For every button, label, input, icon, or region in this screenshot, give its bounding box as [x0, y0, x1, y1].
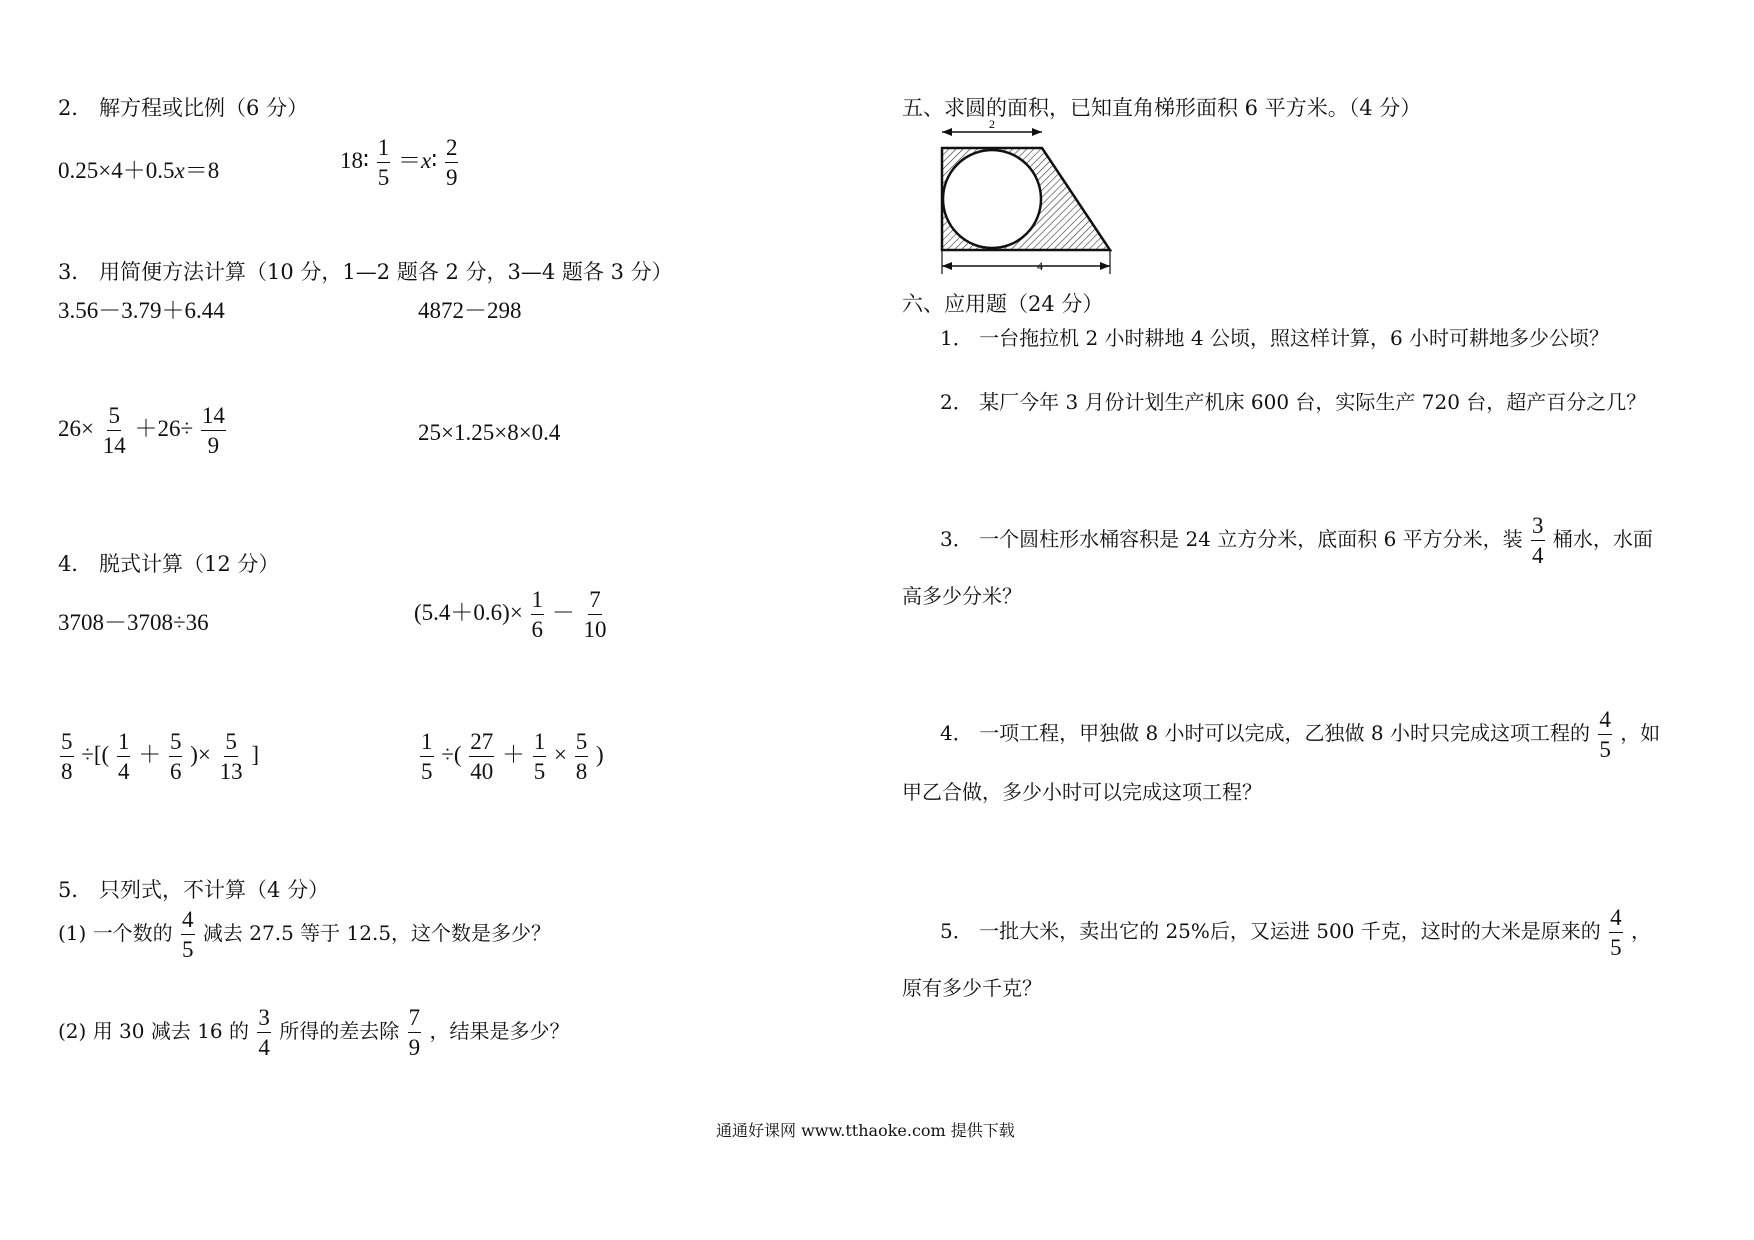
expr-text: ＋: [502, 741, 526, 767]
q3-expr-1: 3.56－3.79＋6.44: [58, 298, 225, 323]
expr-text: ÷(: [441, 741, 462, 767]
r-q6-problem-3-cont: 高多少分米？: [902, 584, 1022, 608]
expr-text: ＋: [138, 741, 162, 767]
q3-expr-4: 25×1.25×8×0.4: [418, 420, 561, 445]
expr-text: ]: [251, 741, 260, 767]
inscribed-circle: [943, 150, 1041, 248]
eq2-var: x: [421, 147, 432, 173]
text: 4． 一项工程，甲独做 8 小时可以完成，乙独做 8 小时只完成这项工程的: [940, 721, 1590, 745]
fraction: $\frac{4}{5}$: [1610, 905, 1622, 960]
expr-text: ×: [554, 741, 568, 767]
fraction: $\frac{5}{6}$: [169, 729, 182, 784]
text: 桶水，水面: [1552, 527, 1653, 551]
bottom-dim-label: 4: [1037, 259, 1043, 273]
fraction: $\frac{4}{5}$: [182, 907, 194, 962]
q4-expr-2: [414, 588, 610, 641]
expr-text: －: [551, 599, 575, 625]
r-q6-title: 六、应用题（24 分）: [902, 292, 1104, 316]
fraction: $\frac{2}{9}$: [445, 135, 458, 190]
r-q6-problem-1: 1． 一台拖拉机 2 小时耕地 4 公顷，照这样计算，6 小时可耕地多少公顷？: [940, 326, 1610, 350]
q5-part-1: [58, 908, 551, 961]
text: 5． 一批大米，卖出它的 25%后，又运进 500 千克，这时的大米是原来的: [940, 919, 1601, 943]
expr-text: (5.4＋0.6)×: [414, 599, 523, 625]
arrowhead-left: [942, 262, 952, 270]
expr-text: 26×: [58, 415, 94, 441]
fraction: $\frac{3}{4}$: [258, 1005, 270, 1060]
fraction: $\frac{5}{8}$: [575, 729, 588, 784]
top-dim-label: 2: [989, 118, 995, 131]
q2-equation-2: [340, 136, 460, 189]
expr-text: ): [596, 741, 604, 767]
text: ，: [1631, 919, 1651, 943]
q2-title: 2． 解方程或比例（6 分）: [58, 96, 309, 120]
r-q6-problem-5: [940, 906, 1651, 959]
r-q6-problem-4-cont: 甲乙合做，多少小时可以完成这项工程？: [902, 780, 1262, 804]
page-footer: 通通好课网 www.tthaoke.com 提供下载: [716, 1121, 1015, 1140]
fraction: $\frac{5}{13}$: [219, 729, 243, 784]
eq2-lhs: 18∶: [340, 147, 369, 173]
r-q6-problem-5-cont: 原有多少千克？: [902, 976, 1042, 1000]
fraction: $\frac{27}{40}$: [470, 729, 494, 784]
fraction: $\frac{3}{4}$: [1532, 513, 1544, 568]
text: ，如: [1620, 721, 1661, 745]
text: 减去 27.5 等于 12.5，这个数是多少？: [202, 921, 552, 945]
eq1-var: x: [174, 158, 185, 183]
q2-equation-1: [58, 152, 219, 185]
text: 所得的差去除: [279, 1019, 400, 1043]
fraction: $\frac{4}{5}$: [1599, 707, 1611, 762]
text: ，结果是多少？: [429, 1019, 570, 1043]
fraction: $\frac{5}{8}$: [61, 729, 73, 784]
fraction: $\frac{1}{6}$: [531, 587, 544, 642]
r-q6-problem-4: [940, 708, 1660, 761]
text: (2) 用 30 减去 16 的: [58, 1019, 250, 1043]
fraction: $\frac{14}{9}$: [201, 403, 225, 458]
q4-expr-4: [418, 730, 604, 783]
q3-expr-3: [58, 404, 228, 457]
q5-part-2: [58, 1006, 569, 1059]
expr-text: ＋26÷: [134, 415, 194, 441]
arrowhead-left: [942, 128, 952, 136]
fraction: $\frac{7}{10}$: [583, 587, 607, 642]
q4-expr-1: 3708－3708÷36: [58, 610, 209, 635]
fraction: $\frac{1}{4}$: [117, 729, 130, 784]
r-q6-problem-2: 2． 某厂今年 3 月份计划生产机床 600 台，实际生产 720 台，超产百分之几？: [940, 390, 1647, 414]
q4-expr-3: [58, 730, 259, 783]
eq2-mid: ＝: [398, 147, 421, 173]
expr-text: ÷[(: [81, 741, 110, 767]
q5-title: 5． 只列式，不计算（4 分）: [58, 878, 330, 902]
fraction: $\frac{7}{9}$: [408, 1005, 421, 1060]
q3-expr-2: 4872－298: [418, 298, 522, 323]
q3-title: 3． 用简便方法计算（10 分，1—2 题各 2 分，3—4 题各 3 分）: [58, 260, 673, 284]
arrowhead-right: [1032, 128, 1042, 136]
text: 3． 一个圆柱形水桶容积是 24 立方分米，底面积 6 平方分米，装: [940, 527, 1523, 551]
fraction: $\frac{1}{5}$: [533, 729, 546, 784]
text: (1) 一个数的: [58, 921, 173, 945]
fraction: $\frac{1}{5}$: [377, 135, 390, 190]
eq2-colon: ∶: [431, 147, 438, 173]
eq1-rhs: ＝8: [184, 158, 220, 183]
fraction: $\frac{5}{14}$: [102, 403, 126, 458]
q4-title: 4． 脱式计算（12 分）: [58, 552, 280, 576]
expr-text: )×: [190, 741, 211, 767]
eq1-text: 0.25×4＋0.5: [58, 158, 175, 183]
trapezoid-figure: [930, 118, 1130, 278]
arrowhead-right: [1100, 262, 1110, 270]
r-q6-problem-3: [940, 514, 1653, 567]
fraction: $\frac{1}{5}$: [421, 729, 433, 784]
r-q5-title: 五、求圆的面积，已知直角梯形面积 6 平方米。（4 分）: [902, 96, 1422, 120]
